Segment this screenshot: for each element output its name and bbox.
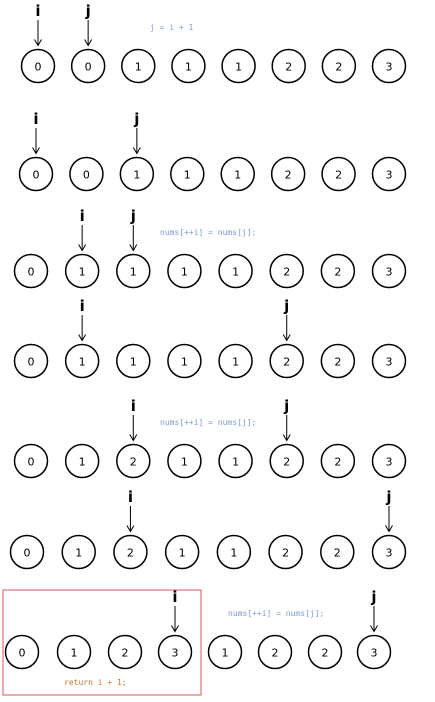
step-row-5 (15, 397, 406, 478)
array-element-5 (269, 536, 302, 569)
pointer-i (79, 207, 86, 251)
step-row-6 (11, 488, 406, 569)
element-value: 1 (129, 355, 137, 369)
pointer-j (370, 588, 377, 632)
element-value: 1 (180, 265, 188, 279)
element-value: 2 (335, 60, 343, 74)
return-statement: return i + 1; (64, 678, 127, 687)
array-element-5 (270, 255, 303, 288)
pointer-j-label: j (134, 110, 140, 128)
array-element-1 (58, 636, 91, 669)
code-annotation: nums[++i] = nums[j]; (228, 609, 325, 618)
pointer-j (85, 2, 92, 46)
array-element-6 (322, 158, 355, 191)
element-value: 0 (34, 60, 42, 74)
element-value: 1 (230, 546, 238, 560)
array-element-5 (272, 158, 305, 191)
array-element-2 (114, 536, 147, 569)
array-element-6 (322, 50, 355, 83)
element-value: 1 (180, 355, 188, 369)
element-value: 2 (271, 646, 279, 660)
element-value: 1 (232, 455, 240, 469)
pointer-j (130, 207, 137, 251)
element-value: 2 (283, 455, 291, 469)
array-element-1 (72, 50, 105, 83)
array-element-6 (321, 536, 354, 569)
element-value: 2 (283, 355, 291, 369)
pointer-i (130, 397, 137, 441)
array-element-7 (358, 636, 391, 669)
element-value: 2 (321, 646, 329, 660)
element-value: 2 (283, 265, 291, 279)
element-value: 1 (180, 455, 188, 469)
pointer-j-label: j (284, 297, 290, 315)
array-element-6 (321, 445, 354, 478)
element-value: 1 (232, 355, 240, 369)
array-element-0 (6, 636, 39, 669)
element-value: 0 (82, 168, 90, 182)
step-row-2 (20, 110, 406, 191)
element-value: 1 (134, 60, 142, 74)
array-element-2 (120, 158, 153, 191)
array-element-4 (217, 536, 250, 569)
array-element-0 (15, 445, 48, 478)
element-value: 0 (84, 60, 92, 74)
element-value: 2 (121, 646, 129, 660)
element-value: 1 (235, 60, 243, 74)
array-element-0 (20, 158, 53, 191)
array-element-4 (219, 345, 252, 378)
step-row-3 (15, 207, 406, 288)
element-value: 1 (184, 60, 192, 74)
element-value: 3 (171, 646, 179, 660)
array-element-4 (219, 445, 252, 478)
array-element-6 (321, 255, 354, 288)
element-value: 3 (385, 265, 393, 279)
pointer-i-label: i (33, 110, 39, 128)
code-annotation: nums[++i] = nums[j]; (160, 228, 257, 237)
array-element-2 (117, 445, 150, 478)
array-element-7 (373, 255, 406, 288)
array-element-4 (209, 636, 242, 669)
element-value: 2 (334, 355, 342, 369)
element-value: 0 (32, 168, 40, 182)
array-element-4 (219, 255, 252, 288)
array-element-7 (373, 158, 406, 191)
array-element-5 (270, 345, 303, 378)
element-value: 1 (183, 168, 191, 182)
element-value: 0 (18, 646, 26, 660)
element-value: 3 (385, 168, 393, 182)
element-value: 0 (27, 455, 35, 469)
array-element-1 (66, 255, 99, 288)
array-element-0 (15, 345, 48, 378)
array-element-7 (373, 536, 406, 569)
pointer-i-label: i (35, 2, 41, 20)
array-element-4 (222, 50, 255, 83)
element-value: 1 (78, 355, 86, 369)
array-element-3 (172, 50, 205, 83)
array-element-1 (62, 536, 95, 569)
array-element-3 (159, 636, 192, 669)
pointer-i (172, 588, 179, 632)
array-element-7 (373, 50, 406, 83)
element-value: 1 (70, 646, 78, 660)
pointer-i-label: i (130, 397, 136, 415)
pointer-i-label: i (127, 488, 134, 506)
array-element-5 (270, 445, 303, 478)
element-value: 0 (27, 355, 35, 369)
element-value: 1 (232, 265, 240, 279)
element-value: 1 (78, 455, 86, 469)
array-element-3 (168, 255, 201, 288)
element-value: 2 (282, 546, 290, 560)
element-value: 3 (370, 646, 378, 660)
array-element-7 (373, 445, 406, 478)
step-row-4 (15, 297, 406, 378)
array-element-2 (109, 636, 142, 669)
code-annotation: j = i + 1 (150, 23, 194, 32)
code-annotation: nums[++i] = nums[j]; (160, 418, 257, 427)
element-value: 1 (133, 168, 141, 182)
pointer-i-label: i (79, 297, 85, 315)
element-value: 1 (78, 265, 86, 279)
array-element-5 (259, 636, 292, 669)
element-value: 1 (221, 646, 229, 660)
element-value: 2 (284, 168, 292, 182)
pointer-j (385, 488, 392, 532)
pointer-i (35, 2, 42, 46)
pointer-j-label: j (130, 207, 136, 225)
pointer-j-label: j (371, 588, 377, 606)
array-element-1 (70, 158, 103, 191)
pointer-j (283, 397, 290, 441)
element-value: 2 (333, 546, 341, 560)
element-value: 1 (129, 265, 137, 279)
element-value: 2 (285, 60, 293, 74)
array-element-3 (166, 536, 199, 569)
array-element-1 (66, 345, 99, 378)
element-value: 0 (27, 265, 35, 279)
pointer-j-label: j (85, 2, 91, 20)
array-element-3 (171, 158, 204, 191)
element-value: 3 (385, 546, 393, 560)
array-element-2 (122, 50, 155, 83)
pointer-i (79, 297, 86, 341)
array-element-1 (66, 445, 99, 478)
pointer-j-label: j (386, 488, 392, 506)
pointer-j (133, 110, 140, 154)
array-element-4 (221, 158, 254, 191)
array-element-6 (309, 636, 342, 669)
element-value: 0 (23, 546, 31, 560)
array-element-3 (168, 445, 201, 478)
step-row-7 (3, 588, 391, 695)
pointer-j-label: j (284, 397, 290, 415)
pointer-i (33, 110, 40, 154)
pointer-i (127, 488, 134, 532)
element-value: 2 (126, 546, 134, 560)
element-value: 2 (129, 455, 137, 469)
array-element-2 (117, 255, 150, 288)
array-element-7 (373, 345, 406, 378)
array-element-5 (272, 50, 305, 83)
element-value: 3 (385, 355, 393, 369)
pointer-i-label: i (172, 588, 178, 606)
element-value: 1 (178, 546, 186, 560)
element-value: 3 (385, 60, 393, 74)
element-value: 2 (335, 168, 343, 182)
array-element-3 (168, 345, 201, 378)
element-value: 3 (385, 455, 393, 469)
element-value: 1 (75, 546, 83, 560)
array-element-6 (321, 345, 354, 378)
array-element-2 (117, 345, 150, 378)
element-value: 2 (334, 455, 342, 469)
array-element-0 (11, 536, 44, 569)
array-element-0 (22, 50, 55, 83)
element-value: 2 (334, 265, 342, 279)
pointer-i-label: i (79, 207, 85, 225)
array-element-0 (15, 255, 48, 288)
step-row-1 (22, 2, 406, 83)
element-value: 1 (234, 168, 242, 182)
pointer-j (283, 297, 290, 341)
